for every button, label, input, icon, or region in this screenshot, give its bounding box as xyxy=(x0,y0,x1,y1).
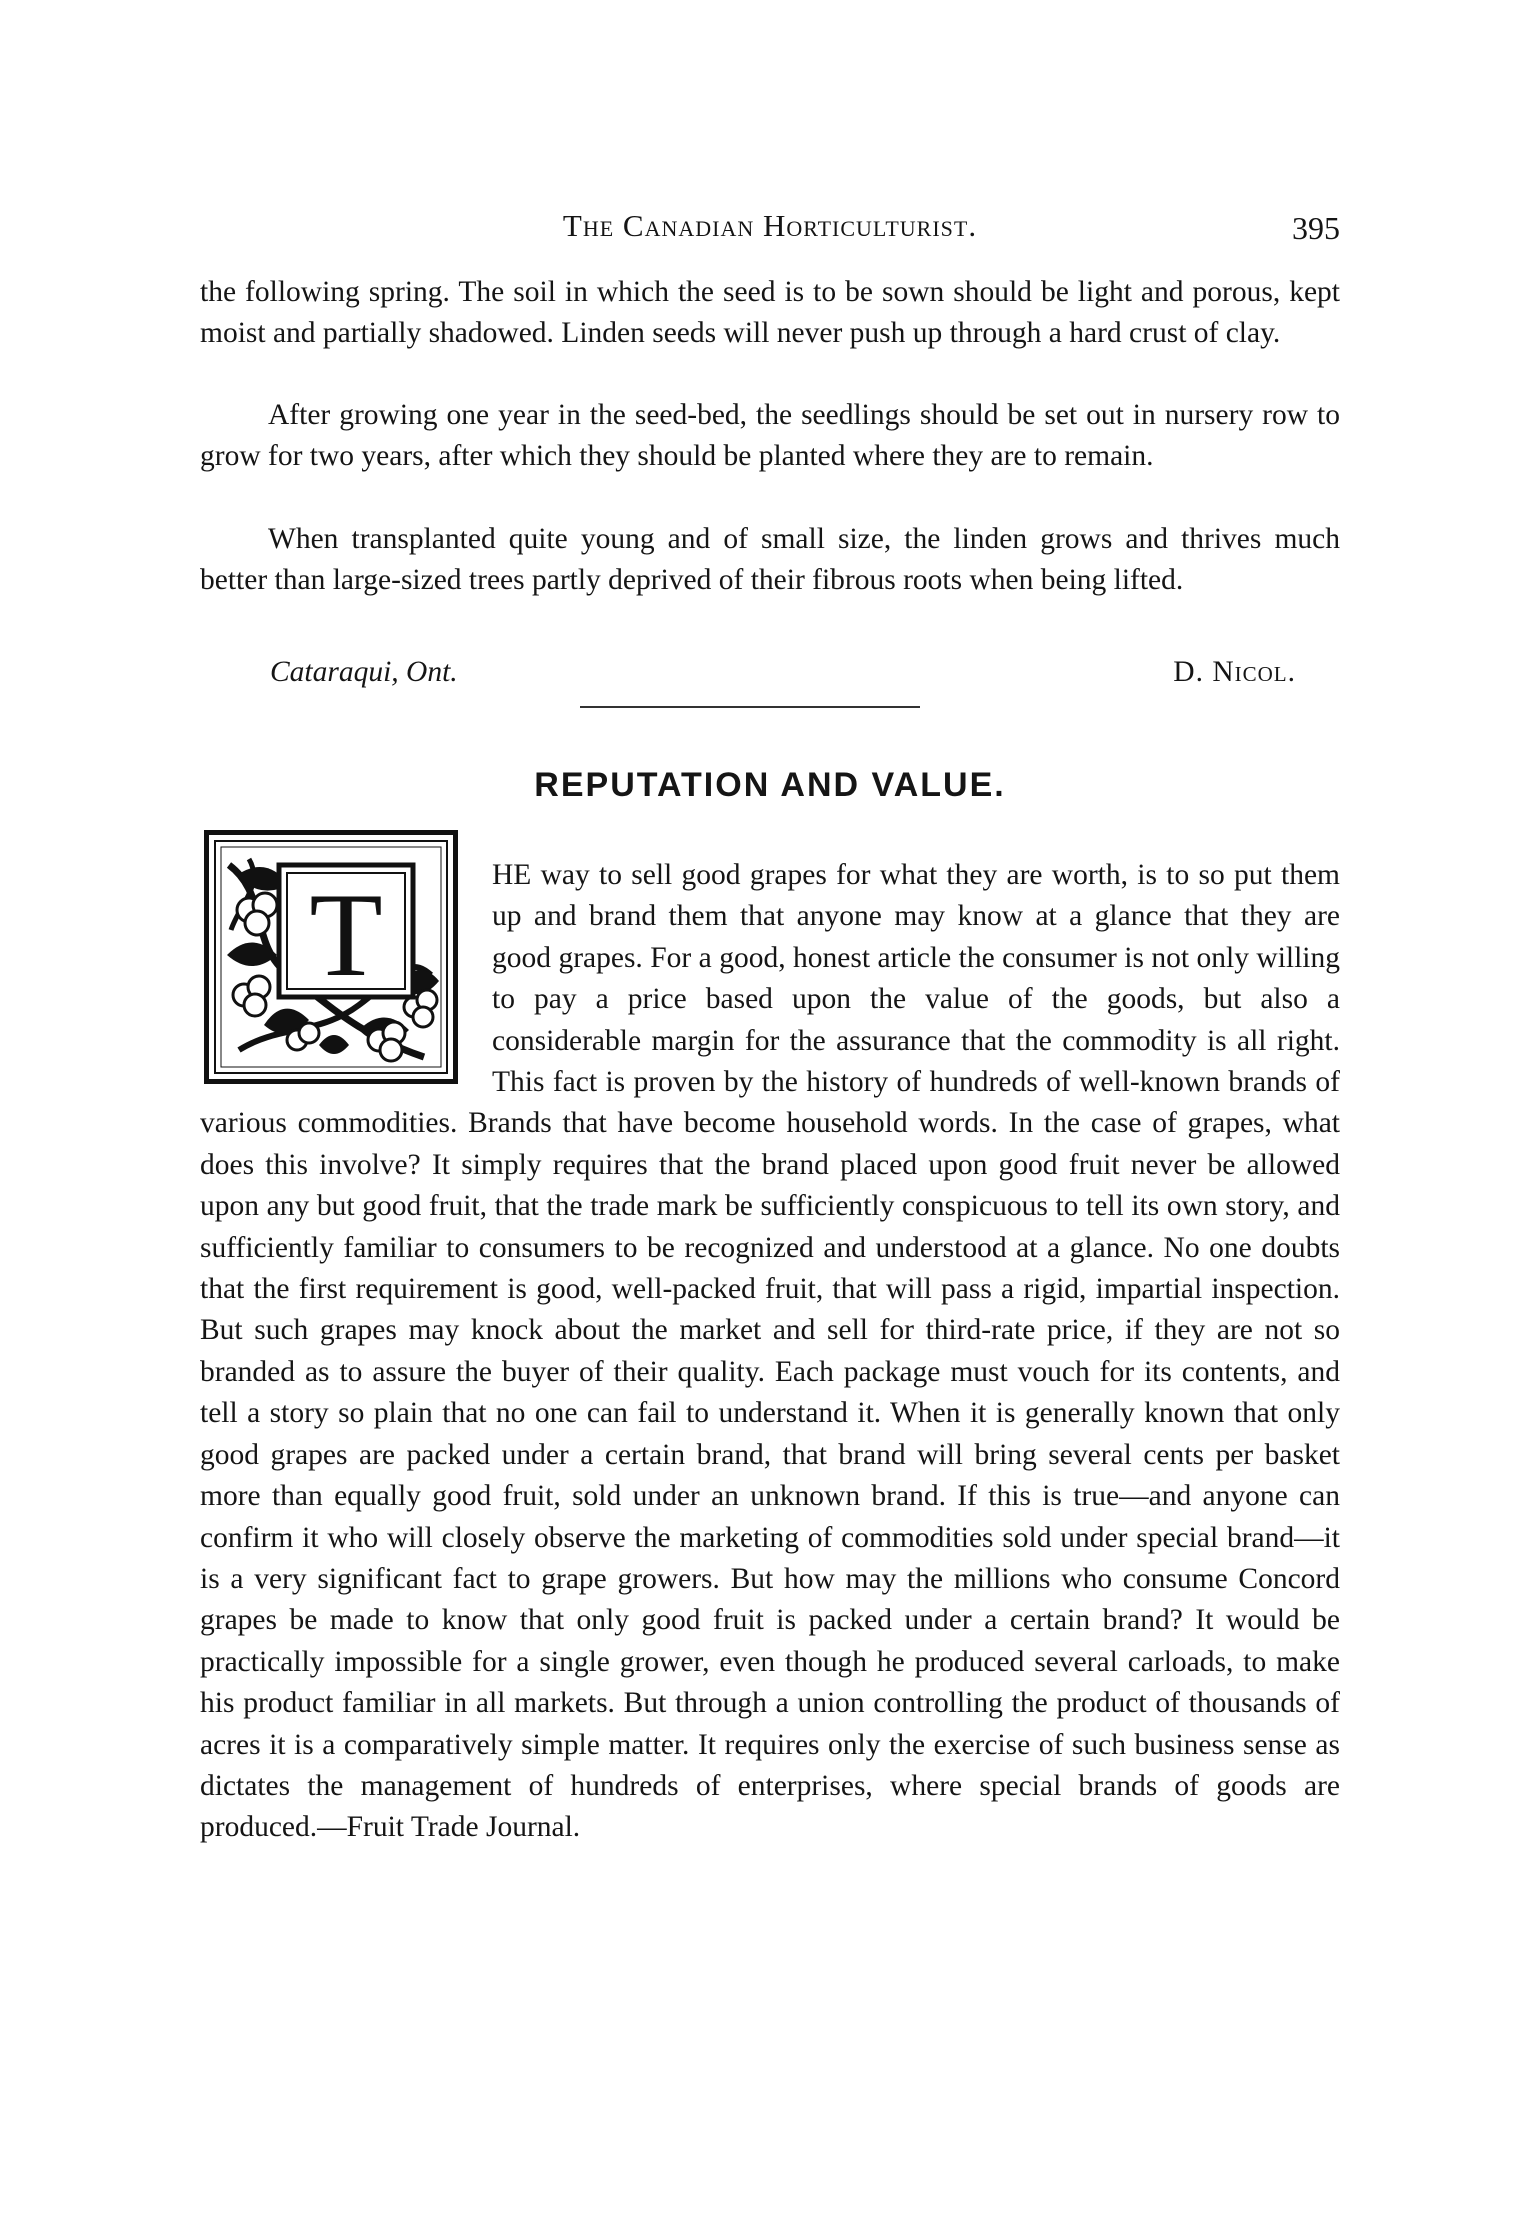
running-head xyxy=(200,208,1340,248)
page-number: 395 xyxy=(1292,210,1340,246)
signature-author: D. Nicol. xyxy=(1173,656,1296,688)
signature-place: Cataraqui, Ont. xyxy=(270,656,458,688)
previous-article-paragraph-1: the following spring. The soil in which the seed is to be sown should be light and porous, kept moist and partially shadowed. Linden seeds will never push up through a hard crust of clay. xyxy=(200,276,1340,349)
previous-article-paragraph-3: When transplanted quite young and of small size, the linden grows and thrives much better than large-sized trees partly deprived of their fibrous roots when being lifted. xyxy=(200,523,1340,596)
journal-title: The Canadian Horticulturist. xyxy=(562,208,978,243)
drop-cap-letter: T xyxy=(309,868,383,1001)
drop-cap-spacer xyxy=(200,855,492,1101)
section-divider-rule xyxy=(580,706,920,708)
previous-article-paragraph-2: After growing one year in the seed-bed, the seedlings should be set out in nursery row to grow for two years, after which they should be planted where they are to remain. xyxy=(200,399,1340,472)
article-body xyxy=(200,855,1340,1849)
article-title: REPUTATION AND VALUE. xyxy=(534,766,1006,804)
article-body-text: HE way to sell good grapes for what they are worth, is to so put them up and brand them that anyone may know at a glance that they are good grapes. For a good, honest article the consumer is not only willing to pay a price based upon the value of the goods, but also a considerable margin for the assurance that the commodity is all right. This fact is proven by the history of hundreds of well-known brands of various commodities. Brands that have become household words. In the case of grapes, what does this involve? It simply requires that the brand placed upon good fruit never be allowed upon any but good fruit, that the trade mark be sufficiently conspicuous to tell its own story, and sufficiently familiar to consumers to be recognized and understood at a glance. No one doubts that the first requirement is good, well-packed fruit, that will pass a rigid, impartial inspection. But such grapes may knock about the market and sell for third-rate price, if they are not so branded as to assure the buyer of their quality. Each package must vouch for its contents, and tell a story so plain that no one can fail to understand it. When it is generally known that only good grapes are packed under a certain brand, that brand will bring several cents per basket more than equally good fruit, sold under an unknown brand. If this is true—and anyone can confirm it who will closely observe the marketing of commodities sold under special brand—it is a very significant fact to grape growers. But how may the millions who consume Concord grapes be made to know that only good fruit is packed under a certain brand? It would be practically impossible for a single grower, even though he produced several carloads, to make his product familiar in all markets. But through a union controlling the product of thousands of acres it is a comparatively simple matter. It requires only the exercise of such business sense as dictates the management of hundreds of enterprises, where special brands of goods are produced.—Fruit Trade Journal. xyxy=(200,859,1340,1844)
previous-article-signature xyxy=(270,656,1296,696)
